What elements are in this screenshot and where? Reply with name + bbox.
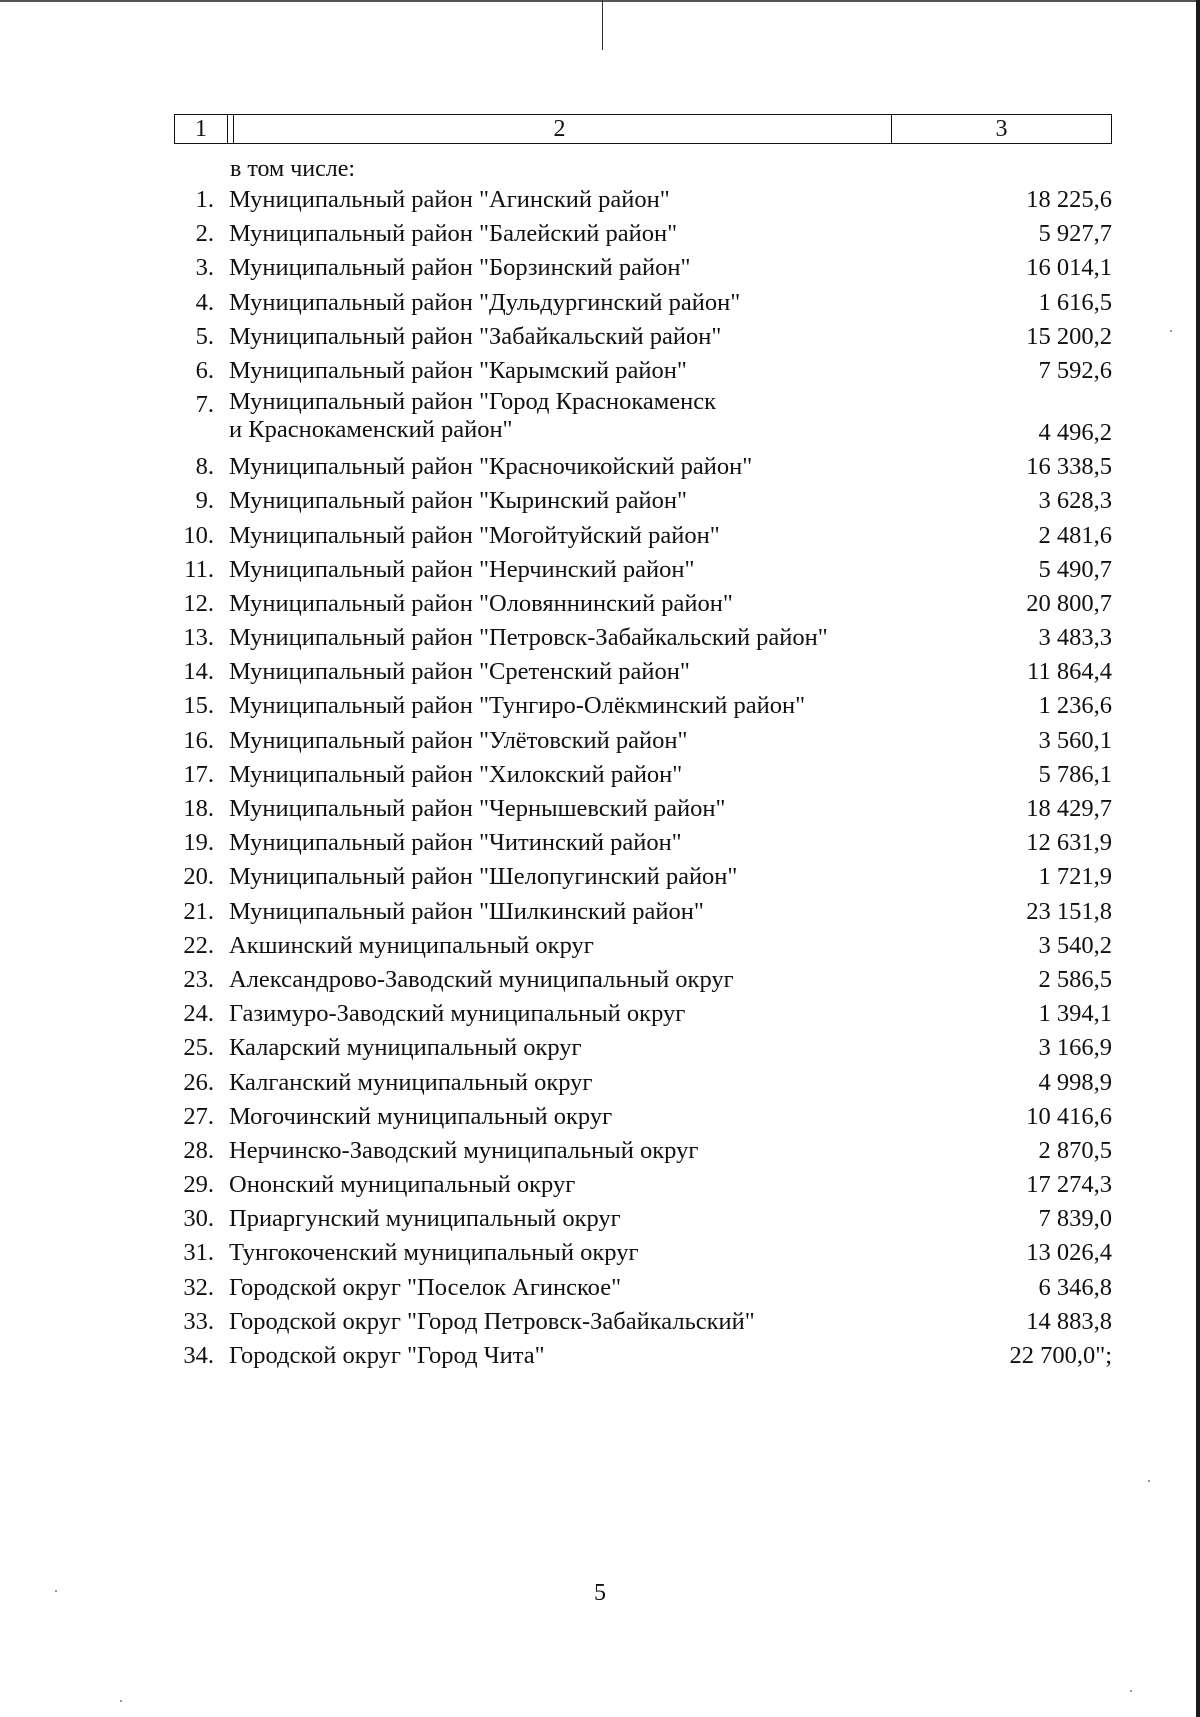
row-number: 9. bbox=[195, 487, 214, 515]
row-value: 12 631,9 bbox=[1026, 829, 1112, 857]
row-value: 17 274,3 bbox=[1026, 1171, 1112, 1199]
row-name-line: Александрово-Заводский муниципальный округ bbox=[229, 965, 734, 993]
table-row bbox=[174, 1134, 1116, 1168]
scan-speck bbox=[1170, 330, 1172, 332]
row-value: 5 786,1 bbox=[1038, 760, 1112, 788]
table-row bbox=[174, 826, 1116, 860]
scan-edge-top bbox=[0, 0, 1200, 2]
scan-speck bbox=[1148, 1480, 1150, 1482]
row-number: 5. bbox=[195, 322, 214, 350]
row-name-line: Муниципальный район "Оловяннинский район" bbox=[229, 589, 733, 617]
table-row bbox=[174, 1066, 1116, 1100]
scan-speck bbox=[55, 1590, 57, 1592]
row-name bbox=[229, 963, 734, 997]
row-number: 20. bbox=[183, 863, 214, 891]
row-number: 11. bbox=[184, 555, 214, 583]
row-name-line: Акшинский муниципальный округ bbox=[229, 931, 594, 959]
table-row bbox=[174, 997, 1116, 1031]
row-name bbox=[229, 860, 737, 894]
row-name-line: Муниципальный район "Могойтуйский район" bbox=[229, 521, 720, 549]
row-name-line: Муниципальный район "Хилокский район" bbox=[229, 760, 683, 788]
table-row bbox=[174, 1236, 1116, 1270]
row-number: 4. bbox=[195, 288, 214, 316]
row-value: 16 014,1 bbox=[1026, 254, 1112, 282]
row-name-line: Калганский муниципальный округ bbox=[229, 1068, 593, 1096]
table-row bbox=[174, 519, 1116, 553]
row-name bbox=[229, 792, 726, 826]
row-value: 2 481,6 bbox=[1038, 521, 1112, 549]
table-row bbox=[174, 1031, 1116, 1065]
row-name-line: Муниципальный район "Нерчинский район" bbox=[229, 555, 695, 583]
table-row bbox=[174, 553, 1116, 587]
row-number: 28. bbox=[183, 1136, 214, 1164]
row-name-line: Муниципальный район "Тунгиро-Олёкминский район" bbox=[229, 692, 806, 720]
row-name-line: Муниципальный район "Читинский район" bbox=[229, 829, 682, 857]
table-row bbox=[174, 1271, 1116, 1305]
row-name-line: Муниципальный район "Дульдургинский район" bbox=[229, 288, 741, 316]
row-name-line: Ононский муниципальный округ bbox=[229, 1171, 576, 1199]
table-row bbox=[174, 1168, 1116, 1202]
table-row bbox=[174, 183, 1116, 217]
row-name-line: Нерчинско-Заводский муниципальный округ bbox=[229, 1136, 699, 1164]
table-row bbox=[174, 963, 1116, 997]
row-number: 30. bbox=[183, 1205, 214, 1233]
row-number: 17. bbox=[183, 760, 214, 788]
row-value: 3 628,3 bbox=[1038, 487, 1112, 515]
row-name-line: Каларский муниципальный округ bbox=[229, 1034, 582, 1062]
row-name bbox=[229, 217, 677, 251]
row-value: 1 236,6 bbox=[1038, 692, 1112, 720]
row-value: 18 225,6 bbox=[1026, 186, 1112, 213]
row-name-line-2: и Краснокаменский район" bbox=[229, 416, 513, 444]
scan-speck bbox=[120, 1700, 122, 1702]
row-number: 13. bbox=[183, 624, 214, 652]
row-name bbox=[229, 997, 685, 1031]
row-name bbox=[229, 895, 704, 929]
table-row bbox=[174, 724, 1116, 758]
row-name-line: Муниципальный район "Кыринский район" bbox=[229, 487, 687, 515]
row-number: 34. bbox=[183, 1342, 214, 1369]
table-row bbox=[174, 895, 1116, 929]
row-number: 32. bbox=[183, 1273, 214, 1301]
row-value: 7 839,0 bbox=[1038, 1205, 1112, 1233]
row-name bbox=[229, 1100, 612, 1134]
row-value: 6 346,8 bbox=[1038, 1273, 1112, 1301]
row-number: 3. bbox=[195, 254, 214, 282]
row-number: 7. bbox=[195, 391, 214, 419]
row-name bbox=[229, 183, 670, 217]
row-name bbox=[229, 1134, 698, 1168]
row-name-line: Тунгокоченский муниципальный округ bbox=[229, 1239, 639, 1267]
row-name-line: Могочинский муниципальный округ bbox=[229, 1102, 613, 1130]
row-number: 14. bbox=[183, 658, 214, 686]
row-name bbox=[229, 484, 687, 518]
row-name-line: Муниципальный район "Балейский район" bbox=[229, 220, 678, 248]
row-value: 14 883,8 bbox=[1026, 1307, 1112, 1335]
table-row bbox=[174, 251, 1116, 285]
row-number: 6. bbox=[195, 356, 214, 384]
row-value: 7 592,6 bbox=[1038, 356, 1112, 384]
table-body bbox=[174, 183, 1116, 1373]
subheading: в том числе: bbox=[230, 156, 356, 182]
row-name-line: Муниципальный район "Борзинский район" bbox=[229, 254, 691, 282]
row-name bbox=[229, 1168, 575, 1202]
row-value: 2 870,5 bbox=[1038, 1136, 1112, 1164]
row-name-line: Муниципальный район "Петровск-Забайкальский район" bbox=[229, 624, 828, 652]
row-value: 10 416,6 bbox=[1026, 1102, 1112, 1130]
row-name bbox=[229, 450, 752, 484]
table-row bbox=[174, 1100, 1116, 1134]
row-number: 19. bbox=[183, 829, 214, 857]
row-name bbox=[229, 320, 721, 354]
row-number: 31. bbox=[183, 1239, 214, 1267]
row-name bbox=[229, 1271, 621, 1305]
row-name bbox=[229, 826, 682, 860]
table-row bbox=[174, 286, 1116, 320]
row-name-line: Муниципальный район "Город Краснокаменск bbox=[229, 388, 717, 416]
row-name-line: Городской округ "Город Петровск-Забайкальский" bbox=[229, 1307, 755, 1335]
page-number: 5 bbox=[594, 1580, 606, 1606]
scan-speck bbox=[1130, 1690, 1132, 1692]
row-name-line: Муниципальный район "Сретенский район" bbox=[229, 658, 690, 686]
row-number: 29. bbox=[183, 1171, 214, 1199]
row-name bbox=[229, 724, 687, 758]
scan-binder-line bbox=[602, 0, 603, 50]
table-row bbox=[174, 621, 1116, 655]
scan-edge-right bbox=[1196, 0, 1200, 1717]
table-row bbox=[174, 1339, 1116, 1373]
row-value: 4 496,2 bbox=[1038, 419, 1112, 447]
row-value: 23 151,8 bbox=[1026, 897, 1112, 925]
row-name-line: Муниципальный район "Карымский район" bbox=[229, 356, 687, 384]
row-value: 3 166,9 bbox=[1038, 1034, 1112, 1062]
row-value: 4 998,9 bbox=[1038, 1068, 1112, 1096]
row-value: 3 540,2 bbox=[1038, 931, 1112, 959]
row-value: 13 026,4 bbox=[1026, 1239, 1112, 1267]
table-row bbox=[174, 1202, 1116, 1236]
row-name-line: Муниципальный район "Агинский район" bbox=[229, 186, 670, 213]
row-value: 2 586,5 bbox=[1038, 965, 1112, 993]
row-number: 15. bbox=[183, 692, 214, 720]
table-row bbox=[174, 792, 1116, 826]
row-number: 21. bbox=[183, 897, 214, 925]
row-number: 2. bbox=[195, 220, 214, 248]
row-value: 1 616,5 bbox=[1038, 288, 1112, 316]
row-name bbox=[229, 689, 805, 723]
row-name bbox=[229, 587, 733, 621]
row-name bbox=[229, 388, 716, 444]
table-row bbox=[174, 860, 1116, 894]
row-name-line: Муниципальный район "Чернышевский район" bbox=[229, 795, 726, 822]
row-name-line: Городской округ "Город Чита" bbox=[229, 1342, 545, 1369]
row-value: 11 864,4 bbox=[1027, 658, 1112, 686]
row-number: 18. bbox=[183, 795, 214, 822]
row-name bbox=[229, 758, 682, 792]
row-name-line: Газимуро-Заводский муниципальный округ bbox=[229, 1000, 686, 1028]
row-number: 26. bbox=[183, 1068, 214, 1096]
row-number: 1. bbox=[195, 186, 214, 213]
row-name bbox=[229, 354, 687, 388]
row-name bbox=[229, 251, 691, 285]
row-value: 1 394,1 bbox=[1038, 1000, 1112, 1028]
row-number: 25. bbox=[183, 1034, 214, 1062]
row-name bbox=[229, 1305, 755, 1339]
table-header bbox=[174, 114, 1112, 144]
table-row bbox=[174, 320, 1116, 354]
table-row bbox=[174, 587, 1116, 621]
row-name-line: Муниципальный район "Улётовский район" bbox=[229, 726, 688, 754]
row-name bbox=[229, 929, 594, 963]
table-row bbox=[174, 484, 1116, 518]
table-row bbox=[174, 655, 1116, 689]
table-row bbox=[174, 929, 1116, 963]
header-col-1: 1 bbox=[175, 115, 228, 143]
row-name-line: Муниципальный район "Красночикойский район" bbox=[229, 453, 753, 481]
row-name bbox=[229, 1031, 582, 1065]
table-row bbox=[174, 354, 1116, 388]
table-row bbox=[174, 450, 1116, 484]
row-number: 8. bbox=[195, 453, 214, 481]
row-value: 1 721,9 bbox=[1038, 863, 1112, 891]
row-value: 16 338,5 bbox=[1026, 453, 1112, 481]
row-value: 3 483,3 bbox=[1038, 624, 1112, 652]
table-row bbox=[174, 1305, 1116, 1339]
table-row bbox=[174, 689, 1116, 723]
row-name-line: Муниципальный район "Забайкальский район" bbox=[229, 322, 722, 350]
header-col-3: 3 bbox=[995, 116, 1008, 142]
row-name bbox=[229, 1236, 639, 1270]
row-number: 27. bbox=[183, 1102, 214, 1130]
row-number: 22. bbox=[183, 931, 214, 959]
row-name bbox=[229, 1339, 545, 1373]
row-name-line: Городской округ "Поселок Агинское" bbox=[229, 1273, 622, 1301]
row-name-line: Муниципальный район "Шелопугинский район" bbox=[229, 863, 738, 891]
row-name bbox=[229, 519, 720, 553]
row-value: 18 429,7 bbox=[1026, 795, 1112, 822]
row-name bbox=[229, 655, 690, 689]
table-row bbox=[174, 388, 1116, 450]
row-value: 3 560,1 bbox=[1038, 726, 1112, 754]
table-row bbox=[174, 217, 1116, 251]
row-name bbox=[229, 1066, 592, 1100]
row-number: 16. bbox=[183, 726, 214, 754]
row-value: 5 927,7 bbox=[1038, 220, 1112, 248]
header-col-2: 2 bbox=[228, 115, 892, 143]
row-value: 20 800,7 bbox=[1026, 589, 1112, 617]
row-name bbox=[229, 553, 694, 587]
row-name-line: Приаргунский муниципальный округ bbox=[229, 1205, 621, 1233]
row-value: 5 490,7 bbox=[1038, 555, 1112, 583]
row-name bbox=[229, 286, 740, 320]
row-number: 24. bbox=[183, 1000, 214, 1028]
row-number: 33. bbox=[183, 1307, 214, 1335]
row-value: 22 700,0"; bbox=[1009, 1342, 1112, 1369]
table-row bbox=[174, 758, 1116, 792]
row-number: 23. bbox=[183, 965, 214, 993]
row-number: 12. bbox=[183, 589, 214, 617]
row-name-line: Муниципальный район "Шилкинский район" bbox=[229, 897, 704, 925]
row-name bbox=[229, 1202, 621, 1236]
row-number: 10. bbox=[183, 521, 214, 549]
row-value: 15 200,2 bbox=[1026, 322, 1112, 350]
row-name bbox=[229, 621, 828, 655]
